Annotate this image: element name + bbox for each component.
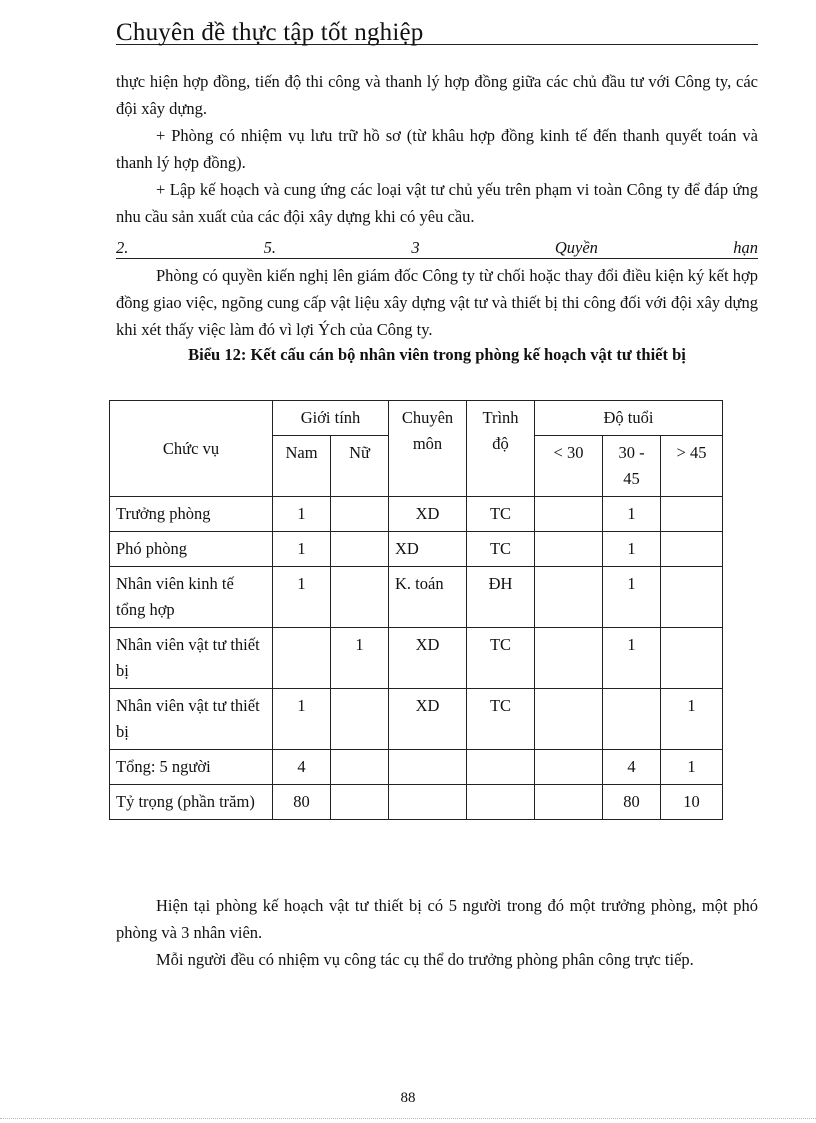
cell-male — [273, 628, 331, 689]
cell-role: Tỷ trọng (phần trăm) — [110, 785, 273, 820]
cell-age2: 80 — [603, 785, 661, 820]
header-gender: Giới tính — [273, 401, 389, 436]
cell-age1 — [535, 497, 603, 532]
cell-male: 80 — [273, 785, 331, 820]
table-body — [110, 497, 723, 820]
cell-age3: 1 — [661, 750, 723, 785]
cell-role: Nhân viên vật tư thiết bị — [110, 689, 273, 750]
table-row — [110, 567, 723, 628]
header-age-over-45: > 45 — [661, 436, 723, 497]
table-row — [110, 785, 723, 820]
page-header — [116, 18, 758, 45]
section-number-3: 3 — [411, 238, 420, 257]
table-row — [110, 628, 723, 689]
page-number: 88 — [400, 1090, 416, 1106]
table-header-row — [110, 401, 723, 436]
header-female: Nữ — [331, 436, 389, 497]
cell-age3 — [661, 628, 723, 689]
cell-age1 — [535, 750, 603, 785]
cell-specialty — [389, 785, 467, 820]
table-caption: Biểu 12: Kết cấu cán bộ nhân viên trong phòng kế hoạch vật tư thiết bị — [188, 345, 686, 364]
cell-age3: 1 — [661, 689, 723, 750]
table-row — [110, 750, 723, 785]
cell-male: 4 — [273, 750, 331, 785]
cell-age1 — [535, 532, 603, 567]
cell-role: Trưởng phòng — [110, 497, 273, 532]
cell-specialty: K. toán — [389, 567, 467, 628]
cell-specialty: XD — [389, 532, 467, 567]
header-specialty: Chuyên môn — [389, 401, 467, 497]
cell-level: ĐH — [467, 567, 535, 628]
cell-level: TC — [467, 497, 535, 532]
paragraph-3: + Lập kế hoạch và cung ứng các loại vật tư chủ yếu trên phạm vi toàn Công ty để đáp ứng nhu cầu sản xuất của các đội xây dựng khi có yêu cầu. — [116, 180, 758, 226]
cell-female — [331, 750, 389, 785]
header-role: Chức vụ — [110, 401, 273, 497]
paragraph-2: + Phòng có nhiệm vụ lưu trữ hồ sơ (từ khâu hợp đồng kinh tế đến thanh quyết toán và thanh lý hợp đồng). — [116, 126, 758, 172]
cell-age3 — [661, 532, 723, 567]
paragraph-6: Mỗi người đều có nhiệm vụ công tác cụ thể do trưởng phòng phân công trực tiếp. — [156, 950, 694, 969]
cell-specialty: XD — [389, 628, 467, 689]
header-male: Nam — [273, 436, 331, 497]
cell-level: TC — [467, 628, 535, 689]
cell-male: 1 — [273, 532, 331, 567]
cell-male: 1 — [273, 567, 331, 628]
cell-specialty: XD — [389, 689, 467, 750]
cell-role: Nhân viên vật tư thiết bị — [110, 628, 273, 689]
cell-level — [467, 750, 535, 785]
cell-age1 — [535, 689, 603, 750]
header-level: Trình độ — [467, 401, 535, 497]
cell-age3: 10 — [661, 785, 723, 820]
footer-divider — [0, 1118, 816, 1119]
cell-role: Nhân viên kinh tế tổng hợp — [110, 567, 273, 628]
cell-age2: 1 — [603, 567, 661, 628]
table-row — [110, 689, 723, 750]
cell-female — [331, 567, 389, 628]
section-word-2: hạn — [733, 238, 758, 257]
cell-age2 — [603, 689, 661, 750]
cell-level: TC — [467, 689, 535, 750]
cell-age2: 1 — [603, 532, 661, 567]
cell-age2: 1 — [603, 628, 661, 689]
cell-female: 1 — [331, 628, 389, 689]
cell-male: 1 — [273, 497, 331, 532]
cell-role: Phó phòng — [110, 532, 273, 567]
cell-age1 — [535, 785, 603, 820]
cell-age1 — [535, 567, 603, 628]
cell-female — [331, 785, 389, 820]
section-heading — [116, 232, 758, 259]
cell-specialty — [389, 750, 467, 785]
paragraph-5: Hiện tại phòng kế hoạch vật tư thiết bị có 5 người trong đó một trưởng phòng, một phó phòng và 3 nhân viên. — [116, 896, 758, 942]
cell-specialty: XD — [389, 497, 467, 532]
cell-female — [331, 497, 389, 532]
header-age-30-45: 30 - 45 — [603, 436, 661, 497]
header-title: Chuyên đề thực tập tốt nghiệp — [116, 19, 424, 46]
cell-role: Tổng: 5 người — [110, 750, 273, 785]
paragraph-4: Phòng có quyền kiến nghị lên giám đốc Công ty từ chối hoặc thay đổi điều kiện ký kết hợp đồng giao việc, ngõng cung cấp vật liệu xây dựng vật tư và thiết bị thi công đối với đội xây dựng khi xét thấy việc làm đó vì lợi Ých của Công ty. — [116, 266, 758, 339]
header-age-under-30: < 30 — [535, 436, 603, 497]
cell-age2: 1 — [603, 497, 661, 532]
staff-table — [109, 400, 723, 820]
cell-age3 — [661, 567, 723, 628]
cell-female — [331, 532, 389, 567]
cell-age1 — [535, 628, 603, 689]
cell-level — [467, 785, 535, 820]
section-number-2: 5. — [263, 238, 277, 257]
cell-level: TC — [467, 532, 535, 567]
cell-age3 — [661, 497, 723, 532]
cell-male: 1 — [273, 689, 331, 750]
section-word-1: Quyền — [554, 238, 598, 257]
table-row — [110, 497, 723, 532]
cell-female — [331, 689, 389, 750]
section-number-1: 2. — [116, 238, 129, 257]
paragraph-1: thực hiện hợp đồng, tiến độ thi công và thanh lý hợp đồng giữa các chủ đầu tư với Công ty, các đội xây dựng. — [116, 72, 758, 118]
table-row — [110, 532, 723, 567]
cell-age2: 4 — [603, 750, 661, 785]
header-age: Độ tuổi — [535, 401, 723, 436]
